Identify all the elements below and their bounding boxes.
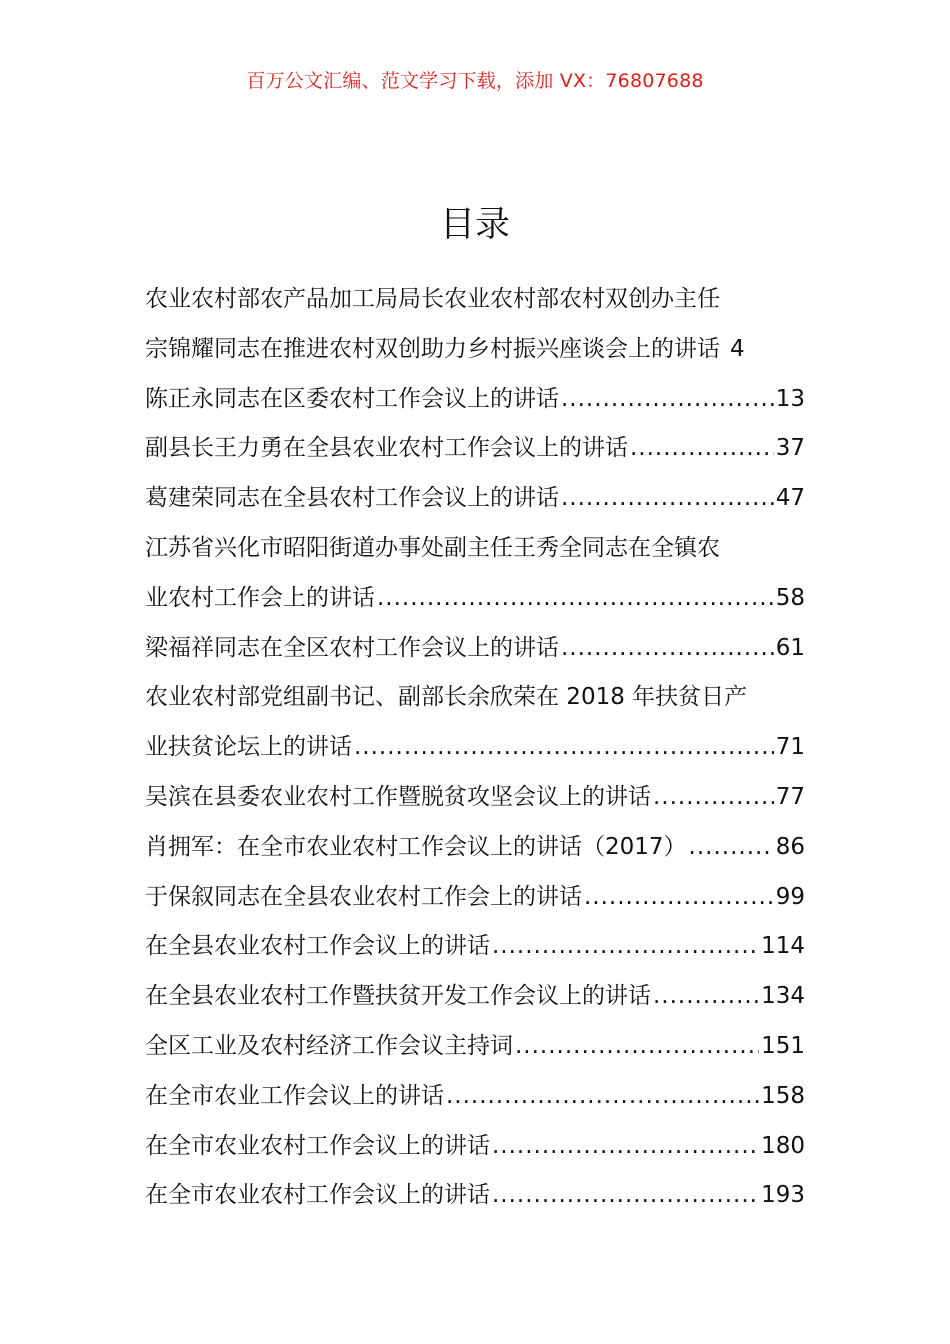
toc-entry[interactable]	[145, 922, 805, 972]
toc-entry-page: 4	[730, 335, 745, 362]
toc-entry[interactable]	[145, 474, 805, 524]
toc-entry-title: 江苏省兴化市昭阳街道办事处副主任王秀全同志在全镇农	[145, 534, 720, 561]
toc-entry-page: 99	[775, 883, 805, 910]
page-title: 目录	[439, 205, 510, 245]
dot-leader	[653, 972, 759, 1022]
dot-leader	[561, 375, 774, 425]
toc-entry[interactable]	[145, 624, 805, 674]
toc-entry[interactable]	[145, 773, 805, 823]
toc-entry-page: 193	[761, 1182, 805, 1209]
toc-entry-page: 180	[761, 1132, 805, 1159]
dot-leader	[630, 424, 774, 474]
toc-entry-title: 在全市农业工作会议上的讲话	[145, 1082, 444, 1109]
toc-entry-title: 于保叙同志在全县农业农村工作会上的讲话	[145, 883, 582, 910]
toc-entry-page: 86	[775, 833, 805, 860]
toc-entry[interactable]	[145, 873, 805, 923]
toc-entry-title: 业扶贫论坛上的讲话	[145, 734, 352, 761]
dot-leader	[492, 1171, 759, 1221]
toc-entry[interactable]	[145, 1022, 805, 1072]
toc-entry[interactable]	[145, 1122, 805, 1172]
toc-entry-page: 151	[761, 1032, 805, 1059]
header-banner: 百万公文汇编、范文学习下载，添加 VX：76807688	[246, 70, 704, 92]
toc-entry-page: 47	[775, 485, 805, 512]
toc-entry-page: 61	[775, 634, 805, 661]
toc-entry-title: 农业农村部农产品加工局局长农业农村部农村双创办主任	[145, 286, 720, 312]
toc-entry[interactable]	[145, 972, 805, 1022]
toc-entry-page: 134	[761, 983, 805, 1010]
dot-leader	[561, 624, 774, 674]
toc-entry-page: 114	[761, 933, 805, 960]
table-of-contents	[145, 275, 805, 1221]
toc-entry-title: 宗锦耀同志在推进农村双创助力乡村振兴座谈会上的讲话	[145, 335, 720, 362]
dot-leader	[584, 873, 774, 923]
toc-entry-title: 陈正永同志在区委农村工作会议上的讲话	[145, 385, 559, 412]
toc-entry-title: 农业农村部党组副书记、副部长余欣荣在 2018 年扶贫日产	[145, 684, 748, 711]
toc-entry-line[interactable]	[145, 673, 805, 723]
toc-entry[interactable]	[145, 1171, 805, 1221]
dot-leader	[446, 1072, 759, 1122]
toc-entry-title: 在全市农业农村工作会议上的讲话	[145, 1132, 490, 1159]
dot-leader	[377, 574, 774, 624]
dot-leader	[689, 823, 774, 873]
toc-entry-page: 13	[775, 385, 805, 412]
toc-entry-title: 在全市农业农村工作会议上的讲话	[145, 1182, 490, 1209]
toc-entry-title: 在全县农业农村工作暨扶贫开发工作会议上的讲话	[145, 983, 651, 1010]
dot-leader	[492, 922, 759, 972]
dot-leader	[354, 723, 774, 773]
toc-entry-page: 158	[761, 1082, 805, 1109]
toc-entry-title: 全区工业及农村经济工作会议主持词	[145, 1032, 513, 1059]
toc-entry-title: 肖拥军：在全市农业农村工作会议上的讲话（2017）	[145, 833, 687, 860]
toc-entry[interactable]	[145, 375, 805, 425]
dot-leader	[653, 773, 774, 823]
toc-entry-page: 37	[775, 435, 805, 462]
toc-entry-title: 副县长王力勇在全县农业农村工作会议上的讲话	[145, 435, 628, 462]
toc-entry-title: 葛建荣同志在全县农村工作会议上的讲话	[145, 485, 559, 512]
dot-leader	[492, 1122, 759, 1172]
toc-entry-title: 在全县农业农村工作会议上的讲话	[145, 933, 490, 960]
dot-leader	[515, 1022, 759, 1072]
toc-entry-title: 梁福祥同志在全区农村工作会议上的讲话	[145, 634, 559, 661]
toc-entry-page: 77	[775, 783, 805, 810]
toc-entry-page: 58	[775, 584, 805, 611]
toc-entry[interactable]	[145, 1072, 805, 1122]
toc-entry-line[interactable]	[145, 325, 805, 375]
toc-entry-page: 71	[775, 734, 805, 761]
toc-entry[interactable]	[145, 823, 805, 873]
dot-leader	[561, 474, 774, 524]
toc-entry-line[interactable]	[145, 524, 805, 574]
toc-entry[interactable]	[145, 424, 805, 474]
toc-entry-line[interactable]	[145, 275, 805, 325]
toc-entry-line[interactable]	[145, 723, 805, 773]
toc-entry-title: 吴滨在县委农业农村工作暨脱贫攻坚会议上的讲话	[145, 783, 651, 810]
toc-entry-title: 业农村工作会上的讲话	[145, 584, 375, 611]
toc-entry-line[interactable]	[145, 574, 805, 624]
